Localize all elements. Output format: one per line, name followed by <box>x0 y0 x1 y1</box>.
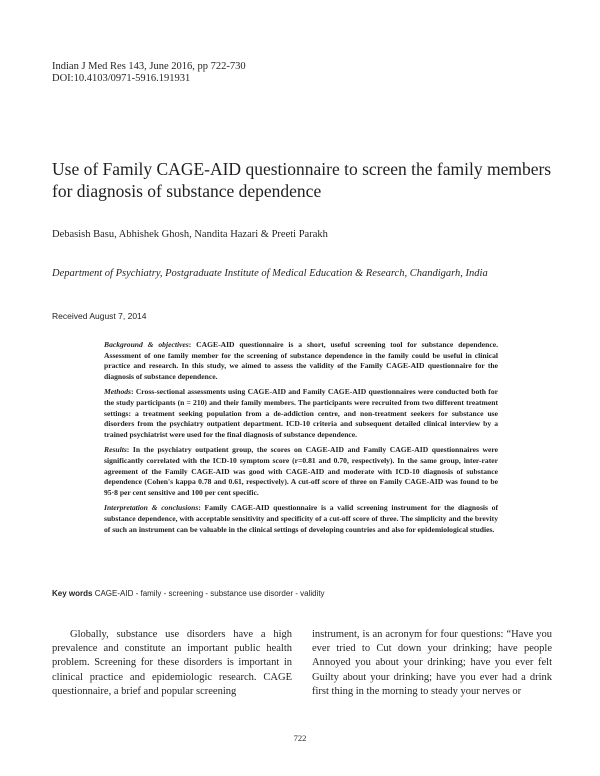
journal-header <box>52 61 246 85</box>
abstract <box>104 340 498 540</box>
page-number: 722 <box>293 733 307 743</box>
interpretation-label: Interpretation & conclusions <box>104 503 199 513</box>
background-label: Background & objectives <box>104 340 189 349</box>
keywords-label: Key words <box>52 589 93 598</box>
affiliation: Department of Psychiatry, Postgraduate Institute of Medical Education & Research, Chandigarh, India <box>52 268 488 279</box>
article-title: Use of Family CAGE-AID questionnaire to screen the family members for diagnosis of substance dependence <box>52 159 552 201</box>
abstract-background <box>104 340 498 382</box>
body-right-column: instrument, is an acronym for four questions: “Have you ever tried to Cut down your drinking; have people Annoyed you about your drinking; have you ever felt Guilty about your drinking; have you ever had a drink first thing in the morning to steady your nerves or <box>312 629 552 697</box>
abstract-interpretation <box>104 503 498 535</box>
keywords-text: CAGE-AID - family - screening - substance use disorder - validity <box>92 589 325 598</box>
results-text: : In the psychiatry outpatient group, the scores on CAGE-AID and Family CAGE-AID questionnaires were significantly correlated with the ICD-10 symptom score (r=0.81 and 0.70, respectively). In the same group, inter-rater agreement of the Family CAGE-AID was good with CAGE-AID and moderate with ICD-10 diagnosis of substance dependence (Cohen's kappa 0.78 and 0.61, respectively). A cut-off score of three on Family CAGE-AID was found to be 95·8 per cent sensitive and 100 per cent specific. <box>104 445 498 497</box>
methods-label: Methods <box>104 387 132 397</box>
interpretation-text: : Family CAGE-AID questionnaire is a valid screening instrument for the diagnosis of substance dependence, with acceptable sensitivity and specificity of a cut-off score of three. The simplicity and the brevity of such an instrument can be valuable in the clinical settings of developing countries and also for epidemiological studies. <box>104 503 498 534</box>
background-text: : CAGE-AID questionnaire is a short, useful screening tool for substance dependence. Assessment of one family member for the screening of substance dependence in the family could be useful in clinical practice and research. In this study, we aimed to assess the validity of the Family CAGE-AID questionnaire for the diagnosis of substance dependence. <box>104 340 498 381</box>
abstract-methods <box>104 387 498 440</box>
body-left-column: Globally, substance use disorders have a high prevalence and constitute an important public health problem. Screening for these disorders is important in clinical practice and epidemiologic research. CAGE questionnaire, a brief and popular screening <box>52 629 292 697</box>
results-label: Results <box>104 445 127 455</box>
journal-citation: Indian J Med Res 143, June 2016, pp 722-730 <box>52 61 246 72</box>
author-list: Debasish Basu, Abhishek Ghosh, Nandita Hazari & Preeti Parakh <box>52 229 328 240</box>
journal-doi: DOI:10.4103/0971-5916.191931 <box>52 73 191 84</box>
keywords <box>52 589 325 598</box>
received-date: Received August 7, 2014 <box>52 311 147 321</box>
methods-text: : Cross-sectional assessments using CAGE-AID and Family CAGE-AID questionnaires were conducted both for the study participants (n = 210) and their family members. The participants were recruited from two different treatment settings: a treatment seeking population from a de-addiction centre, and non-treatment seekers for substance use disorders from the psychiatry outpatient department. ICD-10 criteria and subsequent detailed clinical interview by a trained psychiatrist were used for the final diagnosis of substance dependence. <box>104 387 498 439</box>
abstract-results <box>104 445 498 498</box>
